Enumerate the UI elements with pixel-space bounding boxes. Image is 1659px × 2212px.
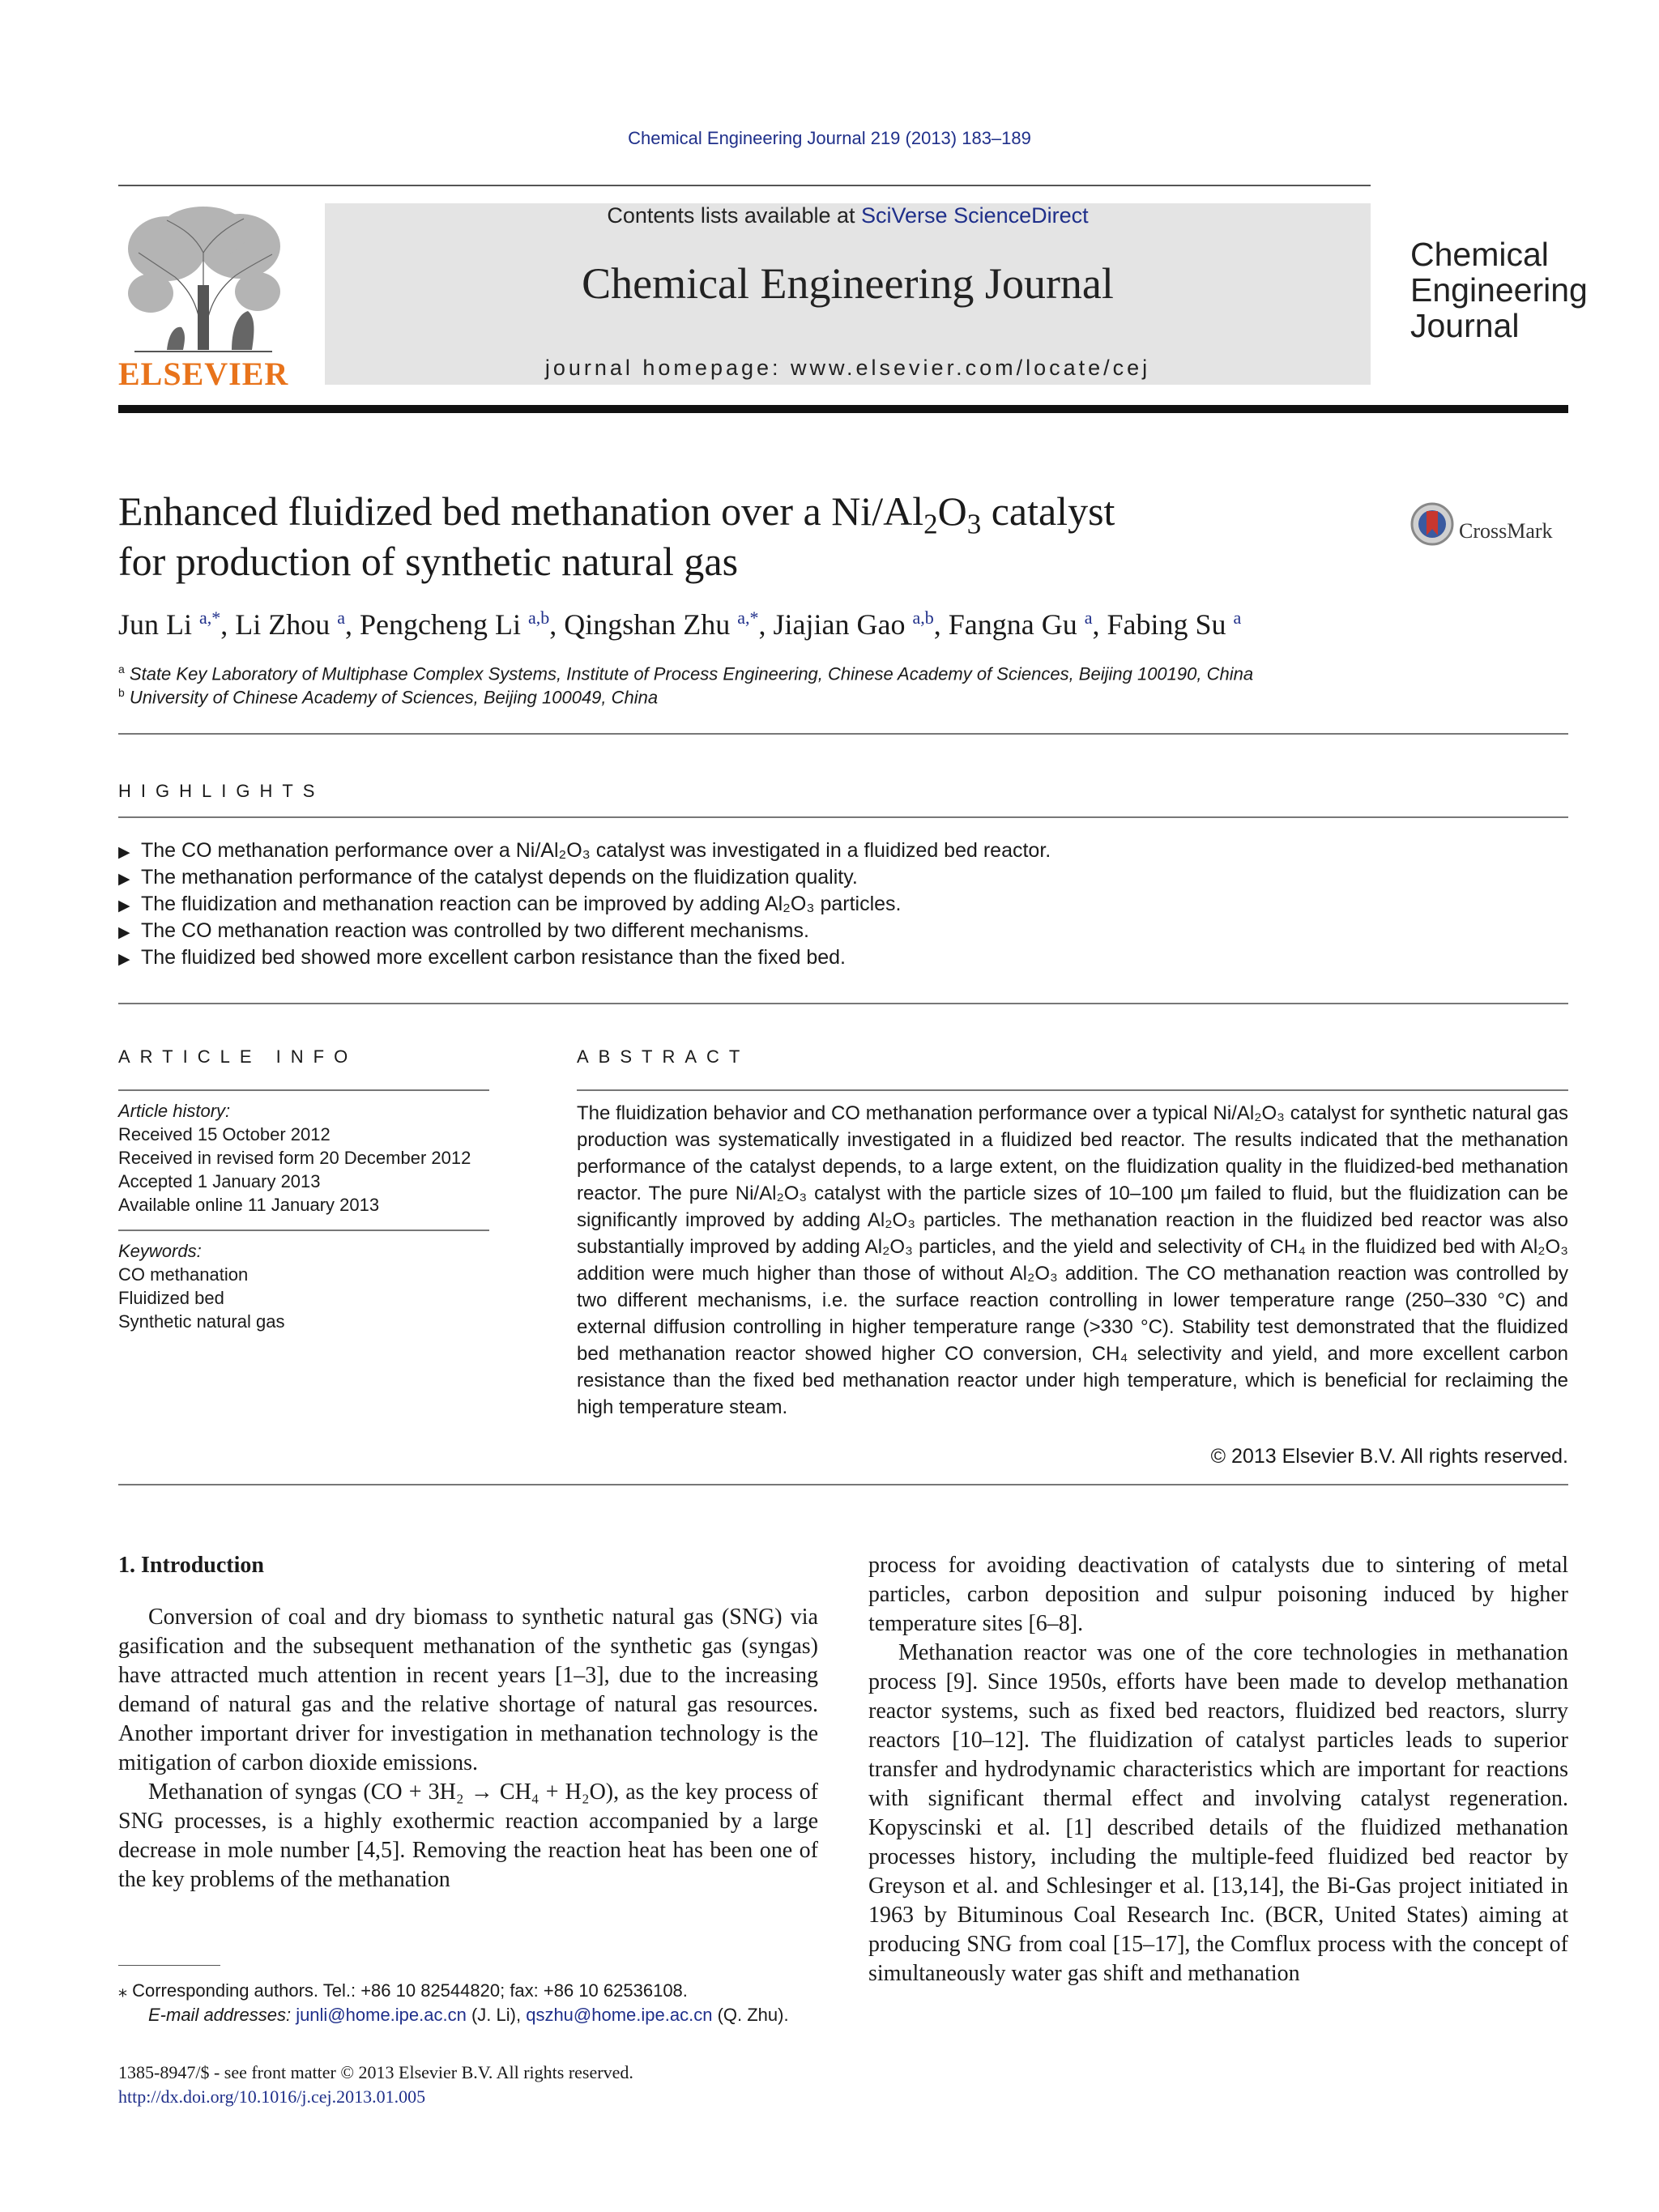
email-link[interactable]: junli@home.ipe.ac.cn — [296, 2005, 467, 2025]
contents-line — [325, 203, 1371, 228]
title-line-2: for production of synthetic natural gas — [118, 539, 739, 584]
abstract-heading: ABSTRACT — [577, 1046, 750, 1067]
keyword: Fluidized bed — [118, 1288, 224, 1308]
divider — [118, 1484, 1568, 1485]
author: Qingshan Zhu $^{a,*}$, — [564, 607, 774, 641]
keyword: Synthetic natural gas — [118, 1311, 285, 1332]
crossmark-icon — [1410, 497, 1454, 552]
section-heading: 1. Introduction — [118, 1553, 264, 1578]
cover-title-line: Engineering — [1410, 271, 1588, 309]
author-list — [118, 607, 1241, 641]
body-column-right — [868, 1551, 1568, 1988]
abstract-text: The fluidization behavior and CO methanation performance over a typical Ni/Al₂O₃ catalyst for synthetic natural gas production was systematically investigated in a fluidized bed reactor. The results indicated that the methanation performance of the catalyst depends, to a large extent, on the fluidization quality in the fluidized-bed methanation reactor. The pure Ni/Al₂O₃ catalyst with the particle sizes of 10–100 μm failed to fluid, but the fluidization can be significantly improved by adding Al₂O₃ particles. The methanation reaction in the fluidized bed reactor was also substantially improved by adding Al₂O₃ particles, and the yield and selectivity of CH₄ in the fluidized bed with Al₂O₃ addition were much higher than those of without Al₂O₃ addition. The CO methanation reaction was controlled by two different mechanisms, i.e. the surface reaction controlling in lower temperature range (250–330 °C) and external diffusion controlling in higher temperature range (>330 °C). Stability test demonstrated that the fluidized bed methanation reactor showed higher CO conversion, CH₄ selectivity and yield, and more excellent carbon resistance than the fixed bed methanation reactor under high temperature, which is beneficial for reclaiming the high temperature steam. — [577, 1102, 1568, 1418]
author: Pengcheng Li $^{a,b}$, — [360, 607, 565, 641]
article-title: Enhanced fluidized bed methanation over a $Ni/Al_2O_3$ catalyst for production of synthetic natural gas — [118, 486, 1333, 586]
keyword: CO methanation — [118, 1264, 249, 1285]
article-info — [118, 1089, 489, 1333]
homepage-prefix: journal homepage: — [544, 356, 791, 380]
highlight-item: ▶ The methanation performance of the catalyst depends on the fluidization quality. — [118, 866, 858, 889]
divider — [577, 1089, 1568, 1091]
issn-block — [118, 2061, 633, 2109]
body-paragraph: Methanation of syngas (CO + 3H₂ → CH₄ + H₂O), as the key process of SNG processes, is a highly exothermic reaction accompanied by a large decrease in mole number [4,5]. Removing the reaction heat has been one of the key problems of the methanation — [118, 1779, 818, 1892]
corresponding-footnote: ⁎ Corresponding authors. Tel.: +86 10 82544820; fax: +86 10 62536108. — [118, 1980, 688, 2001]
cover-title-line: Chemical — [1410, 236, 1549, 273]
homepage-line — [325, 356, 1371, 381]
author: Jiajian Gao $^{a,b}$, — [773, 607, 949, 641]
email-owner: (J. Li), — [466, 2005, 527, 2025]
affiliation: $^a$ State Key Laboratory of Multiphase Complex Systems, Institute of Process Engineering, Chinese Academy of Sciences, Beijing 100190, China — [118, 663, 1254, 684]
email-link[interactable]: qszhu@home.ipe.ac.cn — [526, 2005, 713, 2025]
article-info-heading: ARTICLE INFO — [118, 1046, 358, 1067]
triangle-bullet-icon: ▶ — [118, 844, 130, 861]
title-text: catalyst — [981, 488, 1115, 534]
highlight-item: ▶ The CO methanation performance over a Ni/Al₂O₃ catalyst was investigated in a fluidized bed reactor. — [118, 839, 1051, 862]
history-item: Available online 11 January 2013 — [118, 1195, 380, 1215]
crossmark-badge[interactable] — [1410, 497, 1659, 561]
highlights-heading: HIGHLIGHTS — [118, 781, 325, 801]
author: Fabing Su $^a$ — [1107, 607, 1242, 641]
triangle-bullet-icon: ▶ — [118, 924, 130, 941]
body-column-left — [118, 1551, 818, 1894]
elsevier-wordmark: ELSEVIER — [118, 356, 289, 392]
affiliation: $^b$ University of Chinese Academy of Sciences, Beijing 100049, China — [118, 686, 659, 708]
email-footnote — [148, 2003, 789, 2027]
highlight-item: ▶ The fluidized bed showed more excellent carbon resistance than the fixed bed. — [118, 946, 846, 969]
body-paragraph: Conversion of coal and dry biomass to synthetic natural gas (SNG) via gasification and the subsequent methanation of the synthetic gas (syngas) have attracted much attention in recent years [1–3], due to the increasing demand of natural gas and the relative shortage of natural gas resources. Another important driver for investigation in methanation technology is the mitigation of carbon dioxide emissions. — [118, 1605, 818, 1775]
divider — [118, 733, 1568, 735]
highlight-item: ▶ The CO methanation reaction was controlled by two different mechanisms. — [118, 919, 809, 942]
header-thick-rule — [118, 405, 1568, 413]
divider — [118, 1003, 1568, 1004]
contents-prefix: Contents lists available at — [607, 203, 862, 228]
journal-name: Chemical Engineering Journal — [582, 259, 1114, 308]
email-label: E-mail addresses: — [148, 2005, 296, 2025]
body-paragraph: process for avoiding deactivation of catalysts due to sintering of metal particles, carbon deposition and sulpur poisoning induced by higher temperature sites [6–8]. — [868, 1553, 1568, 1636]
divider — [118, 1089, 489, 1091]
cover-title-line: Journal — [1410, 307, 1520, 344]
homepage-url[interactable]: www.elsevier.com/locate/cej — [791, 356, 1151, 380]
history-item: Received in revised form 20 December 2012 — [118, 1148, 471, 1168]
top-rule — [118, 185, 1371, 186]
highlight-item: ▶ The fluidization and methanation reaction can be improved by adding Al₂O₃ particles. — [118, 893, 902, 915]
divider — [118, 816, 1568, 818]
crossmark-label: CrossMark — [1459, 519, 1553, 543]
author: Fangna Gu $^a$, — [948, 607, 1107, 641]
journal-cover-title — [1410, 237, 1588, 343]
triangle-bullet-icon: ▶ — [118, 871, 130, 888]
history-label: Article history: — [118, 1101, 231, 1121]
history-item: Accepted 1 January 2013 — [118, 1171, 321, 1191]
author: Li Zhou $^a$, — [235, 607, 360, 641]
footnote-rule — [118, 1965, 220, 1966]
title-text: O — [937, 488, 967, 534]
divider — [118, 1230, 489, 1231]
author: Jun Li $^{a,*}$, — [118, 607, 236, 641]
abstract-copyright: © 2013 Elsevier B.V. All rights reserved. — [1210, 1445, 1568, 1468]
journal-reference[interactable]: Chemical Engineering Journal 219 (2013) 183–189 — [628, 128, 1031, 148]
issn-line: 1385-8947/$ - see front matter © 2013 Elsevier B.V. All rights reserved. — [118, 2062, 633, 2082]
sciencedirect-link[interactable]: SciVerse ScienceDirect — [861, 203, 1089, 228]
triangle-bullet-icon: ▶ — [118, 951, 130, 968]
title-text: Enhanced fluidized bed methanation over a Ni/Al — [118, 488, 924, 534]
email-owner: (Q. Zhu). — [712, 2005, 789, 2025]
journal-banner — [325, 203, 1371, 385]
keywords-label: Keywords: — [118, 1241, 202, 1261]
doi-link[interactable]: http://dx.doi.org/10.1016/j.cej.2013.01.005 — [118, 2086, 426, 2107]
body-paragraph: Methanation reactor was one of the core technologies in methanation process [9]. Since 1950s, efforts have been made to develop methanation reactor systems, such as fixed bed reactors, fluidized bed reactors, slurry reactors [10–12]. The fluidization of catalyst particles leads to superior transfer and hydrodynamic characteristics which are important for reactions with significant thermal effect and involving catalyst regeneration. Kopyscinski et al. [1] described details of the fluidized methanation processes history, including the multiple-feed fluidized bed reactor by Greyson et al. and Schlesinger et al. [13,14], the Bi-Gas project initiated in 1963 by Bituminous Coal Research Inc. (BCR, United States) aiming at producing SNG from coal [15–17], the Comflux process with the concept of simultaneously water gas shift and methanation — [868, 1640, 1568, 1986]
history-item: Received 15 October 2012 — [118, 1124, 331, 1144]
triangle-bullet-icon: ▶ — [118, 897, 130, 914]
